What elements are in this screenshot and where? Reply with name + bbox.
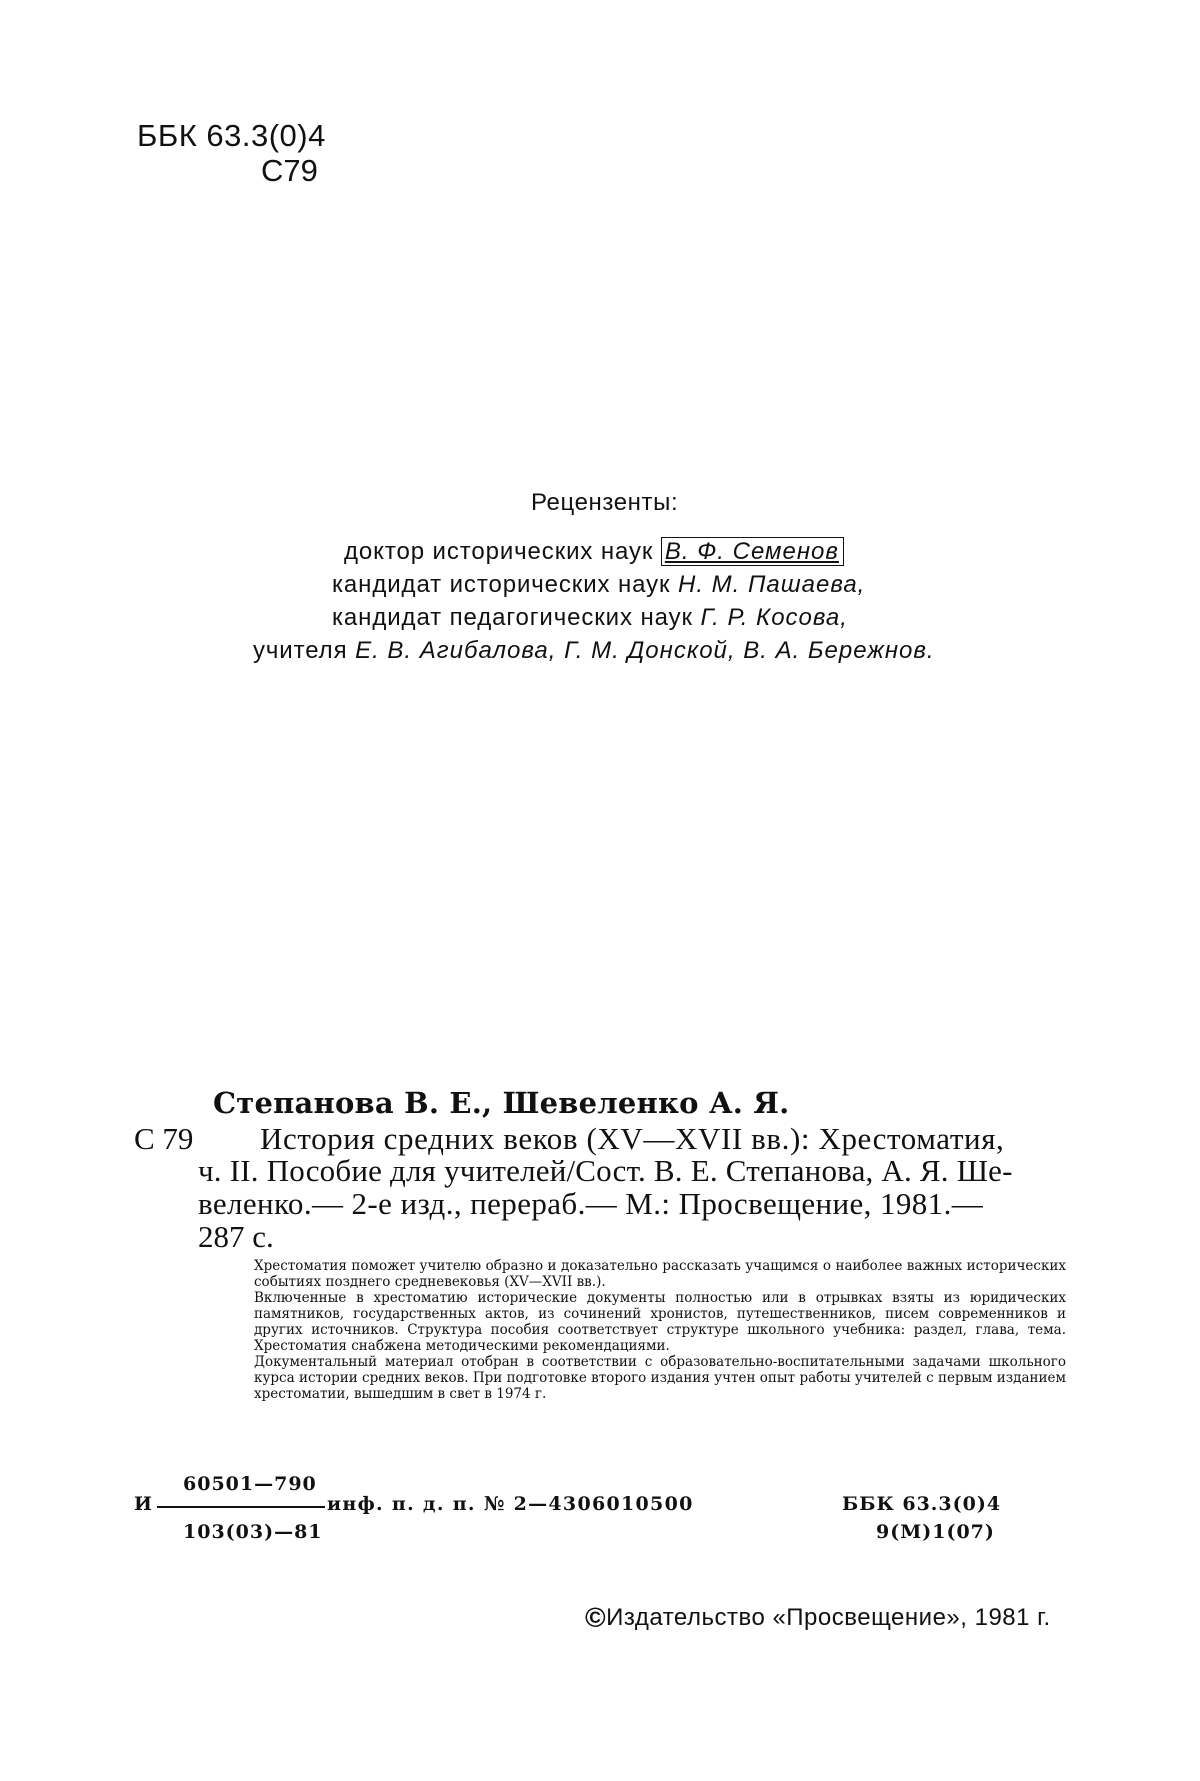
- imprint-info: инф. п. д. п. № 2—4306010500: [327, 1493, 694, 1515]
- bibliographic-description-line: 287 с.: [198, 1219, 274, 1254]
- bibliographic-description-line: ч. II. Пособие для учителей/Сост. В. Е. Степанова, А. Я. Ше-: [198, 1153, 1013, 1188]
- copyright-icon: ©: [585, 1602, 607, 1633]
- reviewer-name: Н. М. Пашаева,: [677, 571, 866, 598]
- reviewers-heading: Рецензенты:: [531, 489, 679, 516]
- reviewer-name-boxed: В. Ф. Семенов: [661, 537, 844, 566]
- catalog-sign: С 79: [134, 1121, 194, 1156]
- annotation-paragraph: Хрестоматия поможет учителю образно и доказательно рассказать учащимся о наиболее важных исторических событиях позднего средневековья (XV—XVII вв.).: [254, 1258, 1066, 1290]
- imprint-numerator: 60501—790: [183, 1473, 317, 1495]
- annotation-paragraph: Включенные в хрестоматию исторические документы полностью или в отрывках взяты из юридических памятников, государственных актов, из сочинений хронистов, путешественников, писем современников и других источников. Структура пособия соответствует структуре школьного учебника: раздел, глава, тема. Хрестоматия снабжена методическими рекомендациями.: [254, 1290, 1066, 1354]
- reviewer-title: кандидат исторических наук: [332, 571, 678, 598]
- copyright-line: [585, 1602, 1051, 1634]
- annotation-paragraph: Документальный материал отобран в соответствии с образовательно-воспитательными задачами школьного курса истории средних веков. При подготовке второго издания учтен опыт работы учителей с первым изданием хрестоматии, вышедшим в свет в 1974 г.: [254, 1354, 1066, 1402]
- bbk-index: ББК 63.3(0)4: [137, 118, 326, 153]
- reviewer-name: Г. Р. Косова,: [700, 604, 848, 631]
- reviewer-name: Е. В. Агибалова, Г. М. Донской, В. А. Бережнов.: [355, 637, 935, 664]
- bibliographic-description-line: История средних веков (XV—XVII вв.): Хрестоматия,: [260, 1121, 1005, 1156]
- reviewer-line-4: [253, 637, 935, 665]
- fraction-rule: [157, 1506, 325, 1508]
- copyright-text: Издательство «Просвещение», 1981 г.: [606, 1604, 1051, 1631]
- author-sign: С79: [261, 153, 318, 188]
- reviewer-line-1: [344, 538, 844, 566]
- book-authors: Степанова В. Е., Шевеленко А. Я.: [213, 1086, 790, 1120]
- reviewer-title: кандидат педагогических наук: [332, 604, 701, 631]
- annotation: [254, 1258, 1066, 1402]
- reviewer-line-3: [332, 604, 848, 632]
- imprint-letter: И: [134, 1493, 153, 1515]
- imprint-bbk: ББК 63.3(0)4: [842, 1493, 1002, 1515]
- imprint-bbk-secondary: 9(М)1(07): [876, 1521, 995, 1543]
- reviewer-line-2: [332, 571, 865, 599]
- reviewer-title: доктор исторических наук: [344, 538, 661, 565]
- imprint-denominator: 103(03)—81: [183, 1521, 323, 1543]
- reviewer-title: учителя: [253, 637, 356, 664]
- bibliographic-description-line: веленко.— 2-е изд., перераб.— М.: Просвещение, 1981.—: [198, 1186, 984, 1221]
